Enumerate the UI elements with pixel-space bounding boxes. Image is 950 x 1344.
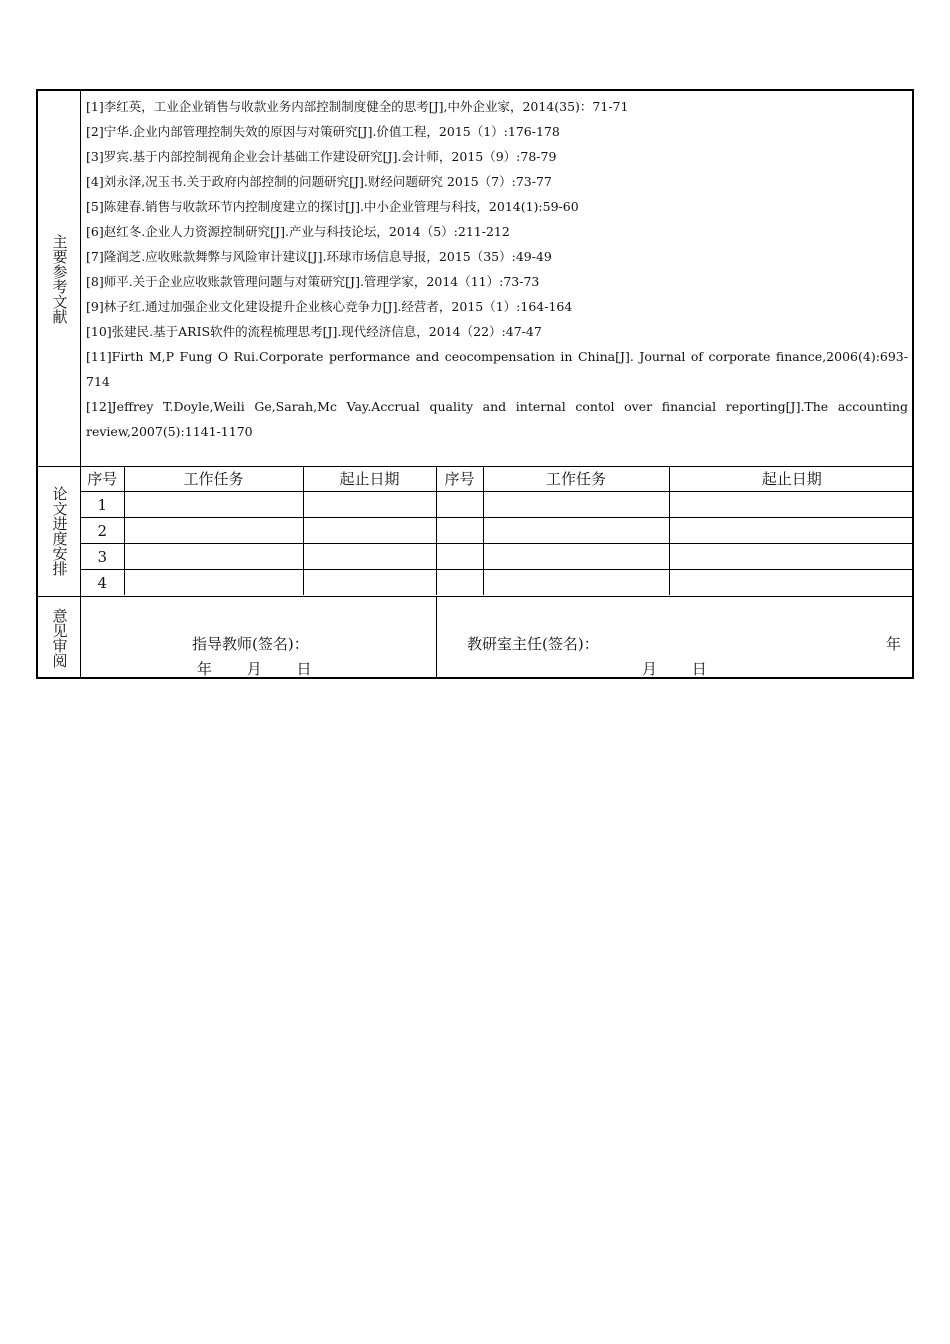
- table-row: [81, 544, 914, 570]
- task-cell-2[interactable]: [483, 518, 669, 544]
- task-cell-2[interactable]: [483, 492, 669, 518]
- references-list: [81, 91, 912, 466]
- director-signature-label: 教研室主任(签名)：: [467, 635, 599, 653]
- progress-table: [81, 466, 914, 595]
- table-row: [81, 492, 914, 518]
- header-task: 工作任务: [124, 466, 303, 492]
- row-no-2[interactable]: [436, 492, 483, 518]
- header-dates: 起止日期: [303, 466, 436, 492]
- row-no-2[interactable]: [436, 518, 483, 544]
- reference-item: [9]林子红.通过加强企业文化建设提升企业核心竞争力[J].经营者，2015（1）:164-164: [86, 299, 573, 314]
- director-year-label: 年: [886, 635, 902, 653]
- row-no-2[interactable]: [436, 544, 483, 570]
- task-cell-2[interactable]: [483, 570, 669, 596]
- header-dates-2: 起止日期: [669, 466, 914, 492]
- row-no: 1: [81, 492, 124, 518]
- dates-cell-2[interactable]: [669, 518, 914, 544]
- header-task-2: 工作任务: [483, 466, 669, 492]
- review-section-label: 意见审阅: [38, 596, 81, 679]
- table-row: [81, 570, 914, 596]
- dates-cell[interactable]: [303, 570, 436, 596]
- dates-cell[interactable]: [303, 518, 436, 544]
- references-section-label: 主要参考文献: [38, 91, 81, 466]
- director-date-label: 月 日: [642, 660, 707, 678]
- row-no: 4: [81, 570, 124, 596]
- reference-item: [11]Firth M,P Fung O Rui.Corporate performance and ceocompensation in China[J]. Journal of corporate finance,2006(4):693-714: [86, 349, 908, 389]
- dates-cell-2[interactable]: [669, 570, 914, 596]
- review-divider: [436, 596, 437, 677]
- advisor-date-label: 年 月 日: [197, 660, 312, 678]
- row-no: 2: [81, 518, 124, 544]
- dates-cell-2[interactable]: [669, 544, 914, 570]
- dates-cell[interactable]: [303, 544, 436, 570]
- row-no-2[interactable]: [436, 570, 483, 596]
- reference-item: [2]宁华.企业内部管理控制失效的原因与对策研究[J].价值工程，2015（1）:176-178: [86, 124, 560, 139]
- dates-cell[interactable]: [303, 492, 436, 518]
- reference-item: [7]隆润芝.应收账款舞弊与风险审计建议[J].环球市场信息导报，2015（35）:49-49: [86, 249, 552, 264]
- reference-item: [10]张建民.基于ARIS软件的流程梳理思考[J].现代经济信息，2014（22）:47-47: [86, 324, 542, 339]
- progress-section-label: 论文进度安排: [38, 466, 81, 596]
- reference-item: [1]李红英，工业企业销售与收款业务内部控制制度健全的思考[J],中外企业家，2014(35)：71-71: [86, 99, 629, 114]
- reference-item: [4]刘永泽,况玉书.关于政府内部控制的问题研究[J].财经问题研究 2015（7）:73-77: [86, 174, 552, 189]
- reference-item: [12]Jeffrey T.Doyle,Weili Ge,Sarah,Mc Vay.Accrual quality and internal contol over financial reporting[J].The accounting review,2007(5):1141-1170: [86, 399, 908, 439]
- task-cell[interactable]: [124, 492, 303, 518]
- task-cell[interactable]: [124, 518, 303, 544]
- reference-item: [5]陈建春.销售与收款环节内控制度建立的探讨[J].中小企业管理与科技，2014(1):59-60: [86, 199, 579, 214]
- reference-item: [8]师平.关于企业应收账款管理问题与对策研究[J].管理学家，2014（11）:73-73: [86, 274, 540, 289]
- task-cell-2[interactable]: [483, 544, 669, 570]
- header-no: 序号: [81, 466, 124, 492]
- review-area: [81, 596, 912, 677]
- reference-item: [3]罗宾.基于内部控制视角企业会计基础工作建设研究[J].会计师，2015（9）:78-79: [86, 149, 557, 164]
- advisor-signature-label: 指导教师(签名)：: [192, 635, 309, 653]
- progress-header-row: [81, 466, 914, 492]
- table-row: [81, 518, 914, 544]
- header-no-2: 序号: [436, 466, 483, 492]
- form-frame: [36, 89, 914, 679]
- row-no: 3: [81, 544, 124, 570]
- dates-cell-2[interactable]: [669, 492, 914, 518]
- reference-item: [6]赵红冬.企业人力资源控制研究[J].产业与科技论坛，2014（5）:211-212: [86, 224, 510, 239]
- task-cell[interactable]: [124, 544, 303, 570]
- task-cell[interactable]: [124, 570, 303, 596]
